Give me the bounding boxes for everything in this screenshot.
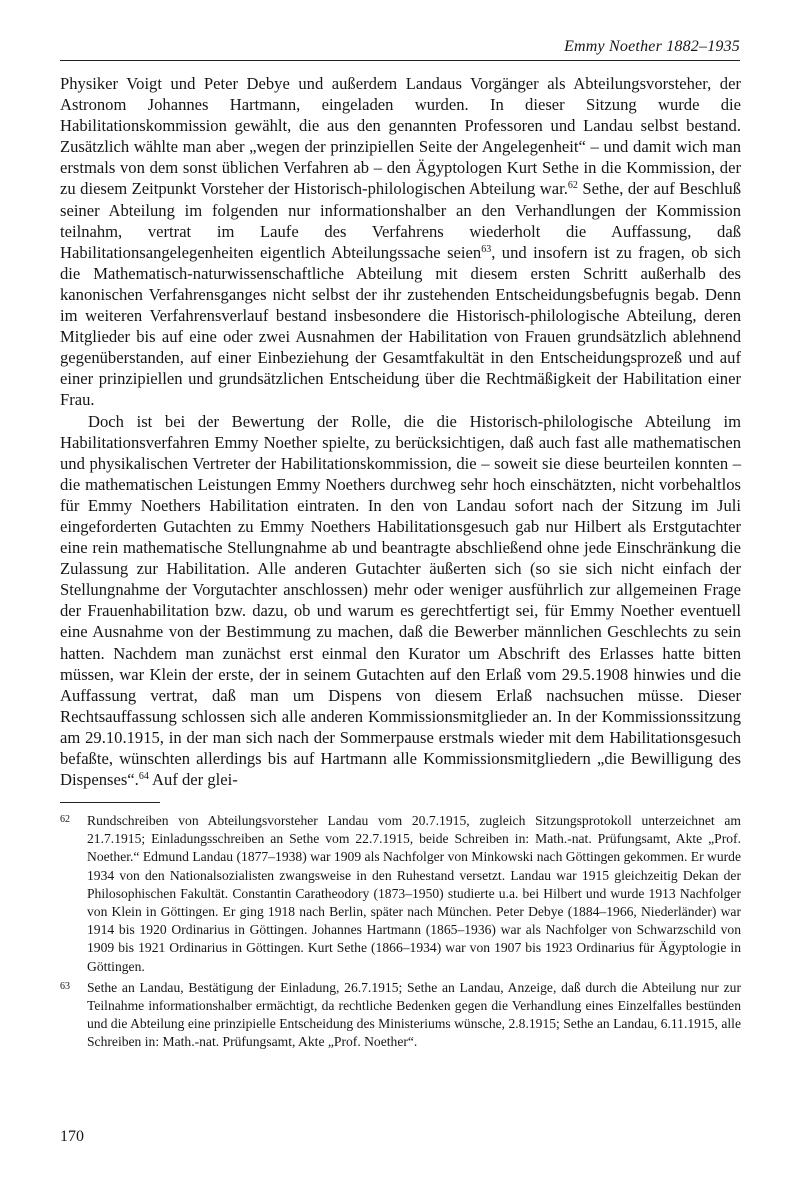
- footnote-text: Rundschreiben von Abteilungsvorsteher Landau vom 20.7.1915, zugleich Sitzungsprotokoll unterzeichnet am 21.7.1915; Einladungsschreiben an Sethe vom 22.7.1915, beide Schreiben in: Math.-nat. Prüfungsamt, Akte „Prof. Noether.“ Edmund Landau (1877–1938) war 1909 als Nachfolger von Minkowski nach Göttingen gekommen. Er wurde 1934 von den Nationalsozialisten zwangsweise in den Ruhestand versetzt. Landau war 1915 gleichzeitig Dekan der Philosophischen Fakultät. Constantin Caratheodory (1873–1950) studierte u.a. bei Hilbert und wurde 1913 Nachfolger von Klein in Göttingen. Er ging 1918 nach Berlin, später nach München. Peter Debye (1884–1966, Niederländer) war 1914 bis 1920 Ordinarius in Göttingen. Johannes Hartmann (1865–1936) war als Nachfolger von Schwarzschild von 1909 bis 1921 Ordinarius in Göttingen. Kurt Sethe (1866–1934) war von 1907 bis 1923 Ordinarius für Ägyptologie in Göttingen.: [87, 813, 741, 974]
- footnote-number: 62: [60, 814, 70, 825]
- footnote-number: 63: [60, 980, 70, 992]
- footnote-62: [60, 812, 741, 976]
- footnote-text: Sethe an Landau, Bestätigung der Einladung, 26.7.1915; Sethe an Landau, Anzeige, daß durch die Abteilung nur zur Teilnahme informationshalber ermächtigt, da rechtliche Bedenken gegen die Verhandlung eines Einzelfalles bestünden und die Abteilung eine prinzipielle Entscheidung des Ministeriums wünsche, 2.8.1915; Sethe an Landau, 6.11.1915, alle Schreiben in: Math.-nat. Prüfungsamt, Akte „Prof. Noether“.: [87, 979, 741, 1050]
- footnotes: [60, 812, 741, 1055]
- running-header: [60, 34, 740, 64]
- footnote-rule: [60, 802, 160, 803]
- paragraph-2-text-a: Doch ist bei der Bewertung der Rolle, die die Historisch-philologische Abteilung im Habilitationsverfahren Emmy Noether spielte, zu berücksichtigen, daß auch fast alle mathematischen und physikalischen Vertreter der Habilitationskommission, die – soweit sie diese beurteilen konnten – die mathematischen Leistungen Emmy Noethers durchweg sehr hoch einschätzten, nicht vorbehaltlos für Emmy Noethers Habilitation eintraten. In den von Landau sofort nach der Sitzung im Juli eingeforderten Gutachten zu Emmy Noethers Habilitationsgesuch gab nur Hilbert als Erstgutachter eine rein mathematische Stellungnahme ab und beantragte abschließend ohne jede Einschränkung die Zulassung zur Habilitation. Alle anderen Gutachter äußerten sich (so sie sich nicht einfach der Stellungnahme der Vorgutachter anschlossen) mehr oder weniger ausführlich zur allgemeinen Frage der Frauenhabilitation bzw. dazu, ob und warum es gerechtfertigt sei, für Emmy Noether eventuell eine Ausnahme von der Bestimmung zu machen, daß die Bewerber männlichen Geschlechts zu sein hatten. Nachdem man zunächst erst einmal den Kurator um Abschrift des Erlasses hatte bitten müssen, war Klein der erste, der in seinem Gutachten auf den Erlaß vom 29.5.1908 hinwies und die Auffassung vertrat, daß man um Dispens von diesem Erlaß nachsuchen müsse. Dieser Rechtsauffassung schlossen sich alle anderen Kommissionsmitglieder an. In der Kommissionssitzung am 29.10.1915, in der man sich nach der Sommerpause erstmals wieder mit dem Habilitationsgesuch befaßte, wünschten allerdings bis auf Hartmann alle Kommissionsmitgliedern „die Bewilligung des Dispenses“.: [60, 411, 741, 790]
- paragraph-1-text-b: Sethe, der auf Beschluß seiner Abteilung im folgenden nur informationshalber an den Verhandlungen der Kommission teilnahm, vertrat im Laufe des Verfahrens wiederholt die Auffassung, daß Habilitationsangelegenheiten eigentlich Abteilungssache seien: [60, 179, 741, 262]
- page-number: 170: [60, 1128, 84, 1145]
- header-rule: [60, 60, 740, 61]
- paragraph-2-text-b: Auf der glei-: [148, 770, 238, 790]
- paragraph-2: [60, 411, 741, 791]
- body-text: [60, 73, 741, 790]
- footnote-63: [60, 979, 741, 1052]
- paragraph-1-text-a: Physiker Voigt und Peter Debye und außerdem Landaus Vorgänger als Abteilungsvorsteher, der Astronom Johannes Hartmann, eingeladen wurden. In dieser Sitzung wurde die Habilitationskommission gewählt, die aus den genannten Professoren und Landau selbst bestand. Zusätzlich wählte man aber „wegen der prinzipiellen Seite der Angelegenheit“ – und damit wich man erstmals von dem sonst üblichen Verfahren ab – den Ägyptologen Kurt Sethe in die Kommission, der zu diesem Zeitpunkt Vorsteher der Historisch-philologischen Abteilung war.: [60, 74, 741, 199]
- paragraph-1: [60, 73, 741, 411]
- running-title: Emmy Noether 1882–1935: [564, 38, 740, 55]
- paragraph-1-text-c: , und insofern ist zu fragen, ob sich die Mathematisch-naturwissenschaftliche Abteilung mit diesem ersten Schritt außerhalb des kanonischen Verfahrensganges nicht selbst der ihr zustehenden Entscheidungsbefugnis begab. Denn im weiteren Verfahrensverlauf bestand insbesondere die Historisch-philologische Abteilung, deren Mitglieder bis auf eine oder zwei Ausnahmen der Habilitation von Frauen grundsätzlich ablehnend gegenüberstanden, auf einer Einbeziehung der Gesamtfakultät in den Entscheidungsprozeß und auf einer prinzipiellen und grundsätzlichen Entscheidung über die Rechtmäßigkeit der Habilitation einer Frau.: [60, 242, 741, 410]
- footnote-ref-64[interactable]: 64: [138, 771, 149, 783]
- footnote-ref-62[interactable]: 62: [567, 180, 578, 192]
- footnote-ref-63[interactable]: 63: [481, 243, 492, 255]
